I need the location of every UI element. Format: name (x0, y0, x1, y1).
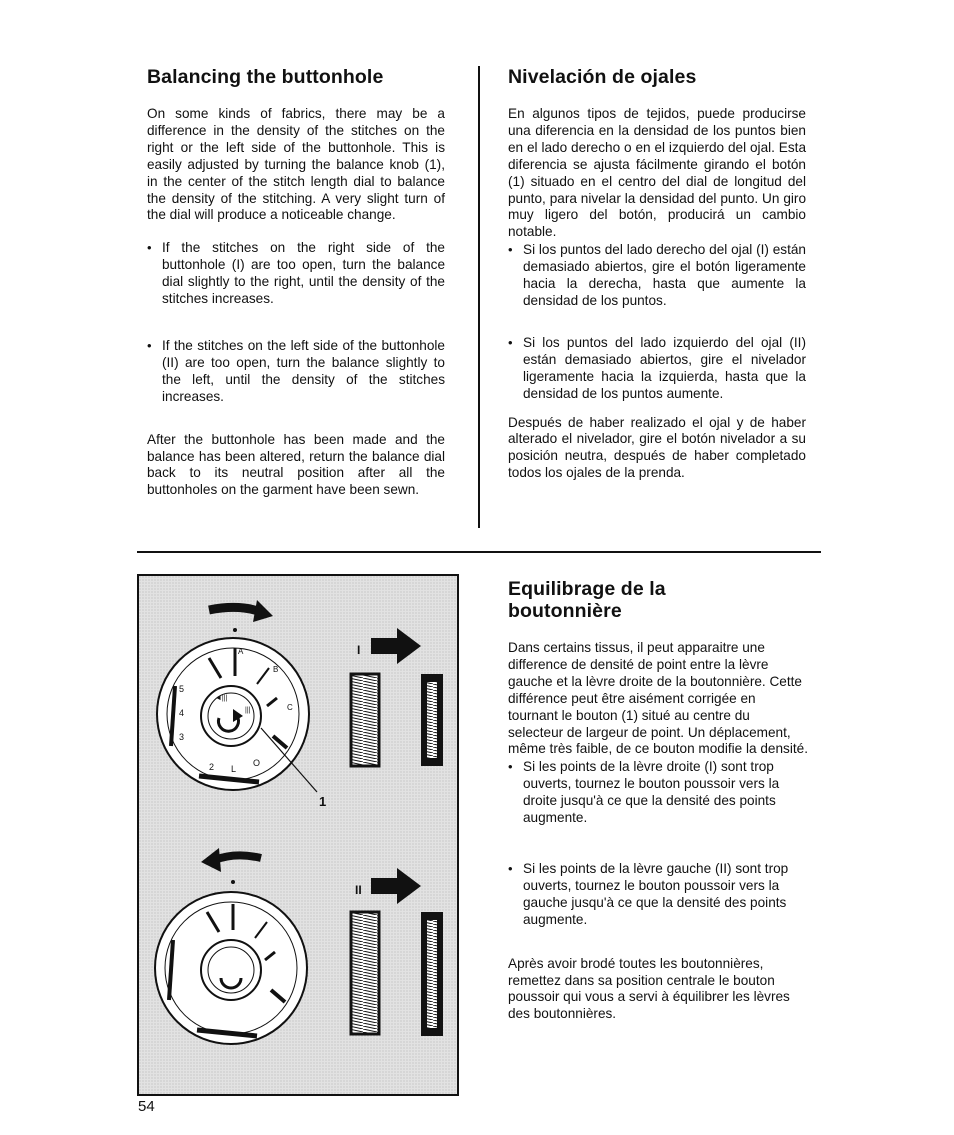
dial-indicator-dot-2 (231, 880, 235, 884)
curved-arrow-left-icon (215, 855, 261, 860)
balance-knob (201, 686, 261, 746)
french-heading-line2: boutonnière (508, 600, 622, 622)
svg-text:3: 3 (179, 732, 185, 742)
illustration-svg (139, 576, 457, 1094)
callout-number: 1 (319, 794, 327, 809)
english-heading: Balancing the buttonhole (147, 66, 384, 88)
english-intro: On some kinds of fabrics, there may be a difference in the density of the stitches on the right or the left side of the buttonhole. This is easily adjusted by turning the balance knob (1), in the center of the stitch length dial to balance the density of the stitching. A very slight turn of the dial will produce a noticeable change. (147, 106, 445, 223)
balance-dial-illustration (137, 574, 459, 1096)
svg-text:◄|||: ◄||| (215, 695, 228, 702)
buttonhole-sample-open-2 (351, 912, 379, 1034)
spanish-column (508, 66, 806, 482)
english-bullet-right: • If the stitches on the right side of the buttonhole (I) are too open, turn the balance dial slightly to the right, until the density of the stitches increases. (147, 240, 445, 308)
label-side-i: I (357, 643, 361, 657)
french-bullet-left: • Si les points de la lèvre gauche (II) sont trop ouverts, tournez le bouton poussoir vers la gauche jusqu'à ce que la densité des points augmente. (508, 861, 808, 929)
svg-text:5: 5 (179, 684, 185, 694)
spanish-bullet-left: • Si los puntos del lado izquierdo del ojal (II) están demasiado abiertos, gire el nivelador ligeramente hacia la izquierda, hasta que la densidad de los puntos aumente. (508, 335, 806, 403)
svg-text:O: O (253, 758, 261, 768)
svg-text:2: 2 (209, 762, 215, 772)
french-heading-line1: Equilibrage de la (508, 578, 666, 600)
spanish-outro: Después de haber realizado el ojal y de haber alterado el nivelador, gire el botón nivelador a su posición neutra, después de haber completado todos los ojales de la prenda. (508, 414, 806, 481)
spanish-heading: Nivelación de ojales (508, 66, 697, 88)
english-bullets (147, 240, 445, 405)
curved-arrow-right-icon (209, 607, 261, 612)
spanish-bullet-right: • Si los puntos del lado derecho del ojal (I) están demasiado abiertos, gire el botón ligeramente hacia la derecha, hasta que aumente la densidad de los puntos. (508, 242, 806, 310)
svg-text:L: L (231, 764, 237, 774)
french-column (508, 578, 808, 1023)
svg-text:4: 4 (179, 708, 185, 718)
buttonhole-sample-open (351, 674, 379, 766)
english-bullet-left: • If the stitches on the left side of the buttonhole (II) are too open, turn the balance slightly to the left, until the density of the stitches increases. (147, 338, 445, 406)
svg-text:|||: ||| (245, 707, 251, 714)
spanish-bullets (508, 242, 806, 402)
buttonhole-slit (427, 682, 437, 758)
french-bullets (508, 759, 808, 928)
french-heading (508, 578, 808, 622)
english-outro: After the buttonhole has been made and the balance has been altered, return the balance dial back to its neutral position after all the buttonholes on the garment have been sewn. (147, 431, 445, 498)
svg-text:A: A (238, 647, 244, 656)
balance-knob-2 (201, 940, 261, 1000)
label-side-ii: II (355, 883, 362, 897)
page-number: 54 (138, 1098, 155, 1115)
french-bullet-right: • Si les points de la lèvre droite (I) sont trop ouverts, tournez le bouton poussoir vers la droite jusqu'à ce que la densité des points augmente. (508, 759, 808, 827)
english-column (147, 66, 445, 499)
column-divider (478, 66, 480, 528)
dial-indicator-dot (233, 628, 237, 632)
spanish-intro: En algunos tipos de tejidos, puede producirse una diferencia en la densidad de los puntos bien en el lado derecho o en el izquierdo del ojal. Esta diferencia se ajusta fácilmente girando el botón (1) situado en el centro del dial de longitud del punto, para nivelar la densidad del punto. Un giro muy ligero del botón, producirá un cambio notable. (508, 106, 806, 240)
section-divider (137, 551, 821, 553)
buttonhole-slit-2 (427, 920, 437, 1028)
french-intro: Dans certains tissus, il peut apparaitre une difference de densité de point entre la lèvre gauche et la lèvre droite de la boutonnière. Cette différence peut être aisément corrigée en tournant le bouton (1) situé au centre du selecteur de largeur de point. Un déplacement, même très faible, de ce bouton modifie la densité. (508, 640, 808, 757)
french-outro: Après avoir brodé toutes les boutonnières, remettez dans sa position centrale le bouton poussoir qui vous a servi à équilibrer les lèvres des boutonnières. (508, 955, 790, 1022)
svg-text:B: B (273, 665, 279, 674)
svg-text:C: C (287, 703, 293, 712)
